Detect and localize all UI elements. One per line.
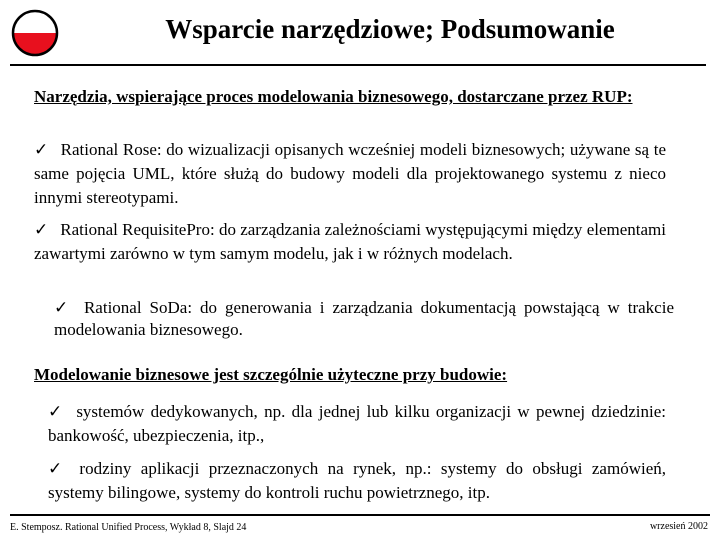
checkmark-icon: ✓ bbox=[48, 402, 65, 421]
list-item bbox=[54, 297, 674, 341]
checkmark-icon: ✓ bbox=[34, 220, 49, 239]
footer-date: wrzesień 2002 bbox=[649, 521, 708, 532]
section1-heading: Narzędzia, wspierające proces modelowania biznesowego, dostarczane przez RUP: bbox=[34, 87, 633, 106]
list-item-text: Rational SoDa: do generowania i zarządzania dokumentacją powstającą w trakcie modelowania biznesowego. bbox=[54, 298, 674, 339]
list-item bbox=[48, 457, 666, 505]
title-divider bbox=[10, 64, 706, 66]
list-item-text: systemów dedykowanych, np. dla jednej lub kilku organizacji w pewnej dziedzinie: bankowość, ubezpieczenia, itp., bbox=[48, 402, 666, 445]
list-item-text: rodziny aplikacji przeznaczonych na rynek, np.: systemy do obsługi zamówień, systemy bilingowe, systemy do kontroli ruchu powietrznego, itp. bbox=[48, 459, 666, 502]
footer-divider bbox=[10, 514, 710, 516]
list-item bbox=[34, 218, 666, 266]
checkmark-icon: ✓ bbox=[34, 140, 49, 159]
list-item bbox=[48, 400, 666, 448]
list-item bbox=[34, 138, 666, 210]
list-item-text: Rational RequisitePro: do zarządzania zależnościami występującymi między elementami zawartymi zarówno w tym samym modelu, jak i w różnych modelach. bbox=[34, 220, 666, 263]
checkmark-icon: ✓ bbox=[54, 298, 72, 317]
slide-title: Wsparcie narzędziowe; Podsumowanie bbox=[165, 14, 615, 44]
section2-heading: Modelowanie biznesowe jest szczególnie użyteczne przy budowie: bbox=[34, 365, 508, 384]
checkmark-icon: ✓ bbox=[48, 459, 68, 478]
list-item-text: Rational Rose: do wizualizacji opisanych wcześniej modeli biznesowych; używane są te same pojęcia UML, które służą do budowy modeli dla projektowanego systemu z nieco innymi stereotypami. bbox=[34, 140, 666, 207]
logo-icon bbox=[10, 8, 60, 58]
footer-credit: E. Stemposz. Rational Unified Process, Wykład 8, Slajd 24 bbox=[10, 522, 247, 533]
